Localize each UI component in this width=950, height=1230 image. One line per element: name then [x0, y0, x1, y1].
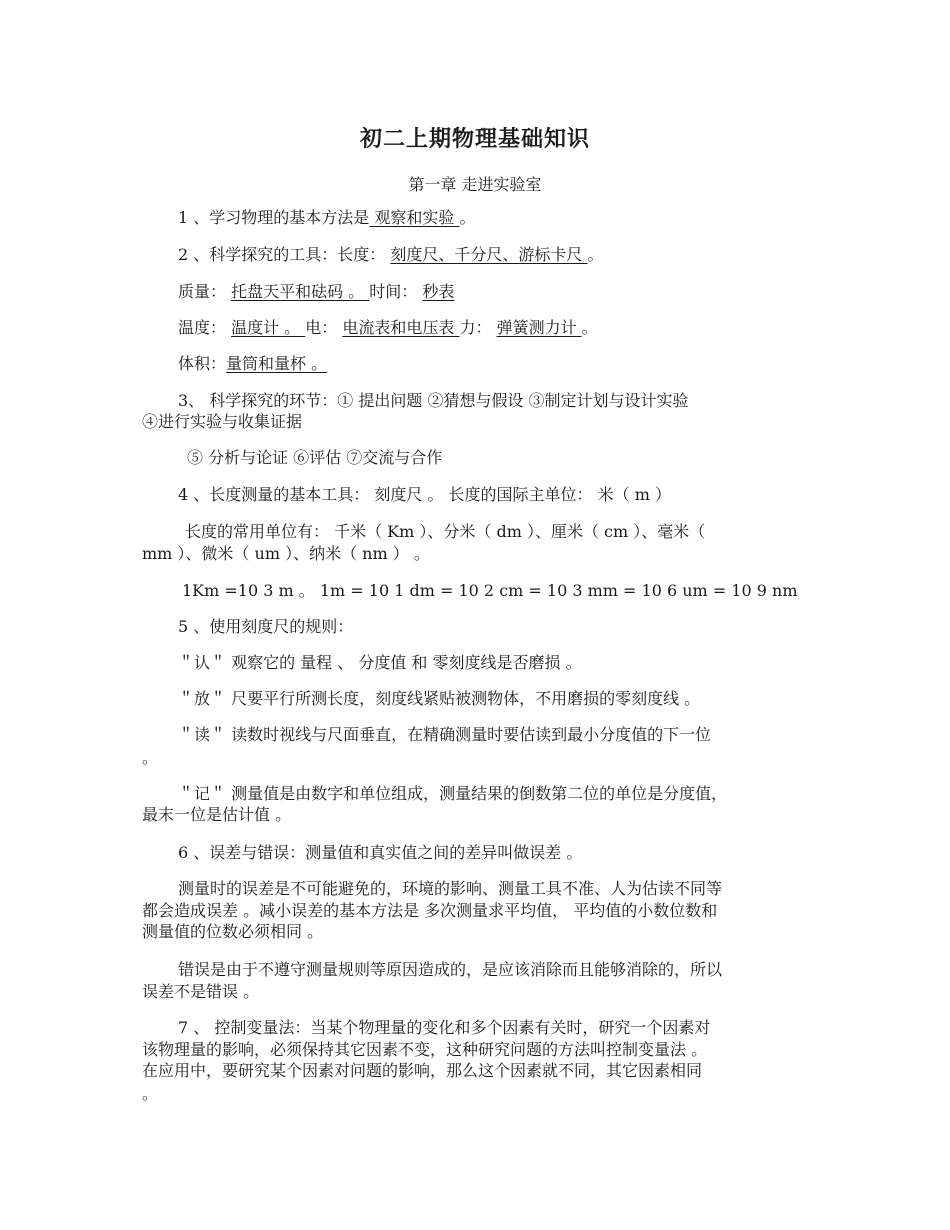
item-2-answer: 刻度尺、千分尺、游标卡尺	[390, 245, 588, 264]
item-6-line-2: 测量时的误差是不可能避免的，环境的影响、测量工具不准、人为估读不同等	[178, 879, 723, 898]
item-5-line-2: ＂认＂ 观察它的 量程 、 分度值 和 零刻度线是否磨损 。	[178, 653, 582, 672]
item-1	[178, 207, 475, 229]
item-6-line-3: 都会造成误差 。减小误差的基本方法是 多次测量求平均值， 平均值的小数位数和	[142, 901, 718, 920]
item-4-line-1: 4 、长度测量的基本工具： 刻度尺 。 长度的国际主单位： 米（ m ）	[178, 485, 671, 504]
item-5-line-4: ＂读＂ 读数时视线与尺面垂直，在精确测量时要估读到最小分度值的下一位	[178, 725, 712, 744]
temperature-answer: 温度计 。	[231, 318, 306, 337]
item-2-volume	[178, 353, 327, 375]
item-2-mass-time	[178, 281, 454, 303]
item-5-line-1: 5 、使用刻度尺的规则：	[178, 617, 354, 636]
item-6-line-1: 6 、误差与错误：测量值和真实值之间的差异叫做误差 。	[178, 843, 583, 862]
item-4-line-4: 1Km =10 3 m 。 1m = 10 1 dm = 10 2 cm = 10 3 mm = 10 6 um = 10 9 nm	[182, 581, 798, 600]
mass-label: 质量：	[178, 282, 232, 301]
item-2	[178, 244, 603, 266]
force-answer: 弹簧测力计	[496, 318, 582, 337]
force-label: 力：	[459, 318, 497, 337]
chapter-heading: 第一章 走进实验室	[408, 175, 542, 194]
item-7-line-1: 7 、 控制变量法：当某个物理量的变化和多个因素有关时，研究一个因素对	[178, 1018, 711, 1037]
item-6-line-6: 误差不是错误 。	[142, 982, 260, 1001]
item-3-line-2: ④进行实验与收集证据	[142, 412, 303, 431]
volume-answer: 量筒和量杯 。	[226, 354, 328, 373]
item-5-line-7: 最末一位是估计值 。	[142, 805, 292, 824]
item-2-text: 2 、科学探究的工具：长度：	[178, 245, 391, 264]
item-6-line-5: 错误是由于不遵守测量规则等原因造成的，是应该消除而且能够消除的，所以	[178, 960, 723, 979]
item-7-line-3: 在应用中，要研究某个因素对问题的影响，那么这个因素就不同，其它因素相同	[142, 1061, 703, 1080]
item-7-line-4: 。	[142, 1084, 159, 1103]
force-suffix: 。	[581, 318, 598, 337]
time-label: 时间：	[369, 282, 423, 301]
item-6-line-4: 测量值的位数必须相同 。	[142, 922, 324, 941]
volume-label: 体积：	[178, 354, 227, 373]
electricity-answer: 电流表和电压表	[342, 318, 460, 337]
item-1-answer: 观察和实验	[369, 208, 460, 227]
item-5-line-5: 。	[142, 748, 159, 767]
item-7-line-2: 该物理量的影响，必须保持其它因素不变，这种研究问题的方法叫控制变量法 。	[142, 1040, 708, 1059]
item-2-temp-elec-force	[178, 317, 598, 339]
electricity-label: 电：	[305, 318, 343, 337]
item-2-suffix: 。	[587, 245, 604, 264]
item-1-suffix: 。	[459, 208, 476, 227]
temperature-label: 温度：	[178, 318, 232, 337]
item-5-line-6: ＂记＂ 测量值是由数字和单位组成，测量结果的倒数第二位的单位是分度值，	[178, 784, 728, 803]
item-3-line-1: 3、 科学探究的环节：① 提出问题 ②猜想与假设 ③制定计划与设计实验	[178, 391, 689, 410]
item-1-text: 1 、学习物理的基本方法是	[178, 208, 370, 227]
mass-answer: 托盘天平和砝码 。	[231, 282, 370, 301]
item-4-line-2: 长度的常用单位有： 千米（ Km ）、分米（ dm ）、厘米（ cm ）、毫米（	[185, 522, 706, 541]
time-answer: 秒表	[422, 282, 455, 301]
item-5-line-3: ＂放＂ 尺要平行所测长度，刻度线紧贴被测物体，不用磨损的零刻度线 。	[178, 689, 701, 708]
document-title: 初二上期物理基础知识	[359, 126, 590, 152]
item-3-line-3: ⑤ 分析与论证 ⑥评估 ⑦交流与合作	[187, 448, 443, 467]
item-4-line-3: mm ）、微米（ um ）、纳米（ nm ） 。	[142, 544, 430, 563]
